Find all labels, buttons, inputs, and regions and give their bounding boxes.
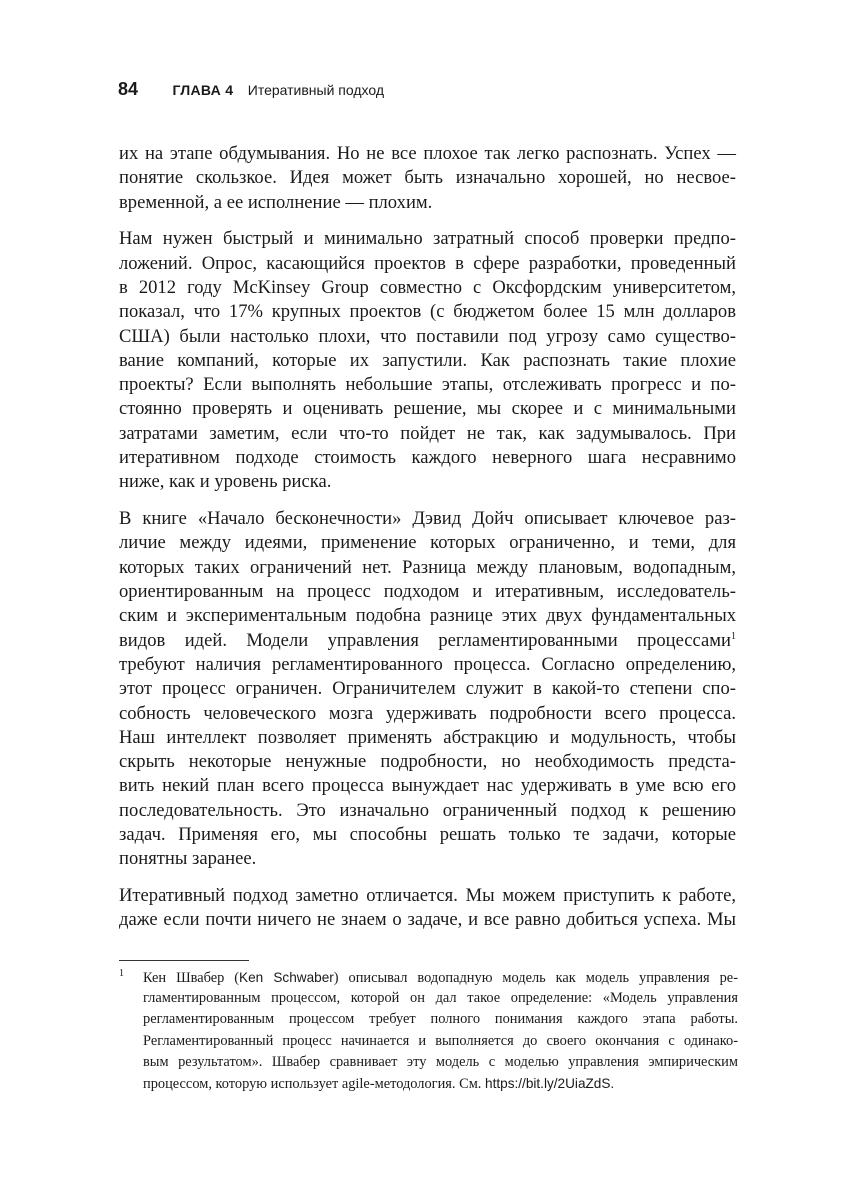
text-line: Нам нужен быстрый и минимально затратный способ проверки предпо- <box>119 228 736 250</box>
footnote-link[interactable]: https://bit.ly/2UiaZdS. <box>485 1075 615 1091</box>
text-line: ориентированным на процесс подходом и итеративным, исследователь- <box>119 581 736 603</box>
text-line: собность человеческого мозга удерживать подробности всего процесса. <box>119 702 736 724</box>
footnote-line: вым результатом». Швабер сравнивает эту модель с моделью управления эмпирическим <box>143 1053 738 1070</box>
footnote-divider <box>119 960 249 961</box>
text-segment: Кен Швабер ( <box>143 970 240 986</box>
text-line: требуют наличия регламентированного процесса. Согласно определению, <box>119 653 736 675</box>
footnote-line: Регламентированный процесс начинается и выполняется до своего окончания с одинако- <box>143 1032 738 1049</box>
footnote <box>119 967 738 1094</box>
text-line: временной, а ее исполнение — плохим. <box>119 191 433 213</box>
text-line: Наш интеллект позволяет применять абстракцию и модульность, чтобы <box>119 726 736 748</box>
text-line: вание компаний, которые их запустили. Как распознать такие плохие <box>119 349 736 371</box>
text-line: показал, что 17% крупных проектов (с бюджетом более 15 млн долларов <box>119 301 736 323</box>
paragraph-3 <box>119 507 736 871</box>
text-line: стоянно проверять и оценивать решение, мы скорее и с минимальными <box>119 398 736 420</box>
text-line: личие между идеями, применение которых ограниченно, и теми, для <box>119 532 736 554</box>
text-line: задач. Применяя его, мы способны решать только те задачи, которые <box>119 824 736 846</box>
text-line: скрыть некоторые ненужные подробности, но необходимость предста- <box>119 751 736 773</box>
text-line: ским и экспериментальным подобна разнице этих двух фундаментальных <box>119 605 736 627</box>
footnote-line: гламентированным процессом, которой он дал такое определение: «Модель управления <box>143 990 738 1007</box>
text-line: ниже, как и уровень риска. <box>119 471 332 493</box>
text-segment: видов идей. Модели управления регламентированными процессами <box>119 629 731 651</box>
author-name-latin: Ken Schwaber <box>239 970 334 985</box>
text-line: понятны заранее. <box>119 848 257 870</box>
chapter-label: ГЛАВА 4 <box>172 82 234 98</box>
text-line: этот процесс ограничен. Ограничителем служит в какой-то степени спо- <box>119 678 736 700</box>
footnote-reference[interactable]: 1 <box>731 630 736 642</box>
text-line: ложений. Опрос, касающийся проектов в сфере разработки, проведенный <box>119 252 736 274</box>
body-text <box>119 142 736 933</box>
paragraph-4 <box>119 884 736 933</box>
text-line: США) были настолько плохи, что поставили под угрозу само существо- <box>119 325 736 347</box>
text-line: которых таких ограничений нет. Разница между плановым, водопадным, <box>119 556 736 578</box>
footnote-line <box>143 1073 738 1094</box>
text-line: их на этапе обдумывания. Но не все плохое так легко распознать. Успех — <box>119 143 736 164</box>
text-line: понятие скользкое. Идея может быть изначально хорошей, но несвое- <box>119 167 736 189</box>
text-line: даже если почти ничего не знаем о задаче, и все равно добиться успеха. Мы <box>119 909 736 931</box>
text-line: последовательность. Это изначально ограниченный подход к решению <box>119 799 736 821</box>
footnote-line <box>143 967 738 988</box>
paragraph-2 <box>119 227 736 494</box>
text-segment: процессом, которую использует agile-методология. См. <box>143 1075 486 1092</box>
text-segment: ) описывал водопадную модель как модель управления ре- <box>333 970 738 986</box>
page-number: 84 <box>118 79 139 99</box>
text-line: итеративном подходе стоимость каждого неверного шага несравнимо <box>119 447 736 469</box>
text-line: в 2012 году McKinsey Group совместно с Оксфордским университетом, <box>119 276 736 298</box>
text-line: проекты? Если выполнять небольшие этапы, отслеживать прогресс и по- <box>119 374 736 396</box>
text-line: Итеративный подход заметно отличается. Мы можем приступить к работе, <box>119 885 736 907</box>
footnote-marker: 1 <box>119 968 124 979</box>
chapter-title: Итеративный подход <box>247 82 385 98</box>
text-line: В книге «Начало бесконечности» Дэвид Дойч описывает ключевое раз- <box>119 508 736 530</box>
footnote-line: регламентированным процессом требует полного понимания каждого этапа работы. <box>143 1011 738 1028</box>
running-header <box>118 78 384 102</box>
text-line: затратами заметим, если что-то пойдет не так, как задумывалось. При <box>119 422 736 444</box>
text-line-with-footnote-ref <box>119 629 736 653</box>
paragraph-1 <box>119 142 736 215</box>
text-line: вить некий план всего процесса вынуждает нас удерживать в уме всю его <box>119 775 736 797</box>
